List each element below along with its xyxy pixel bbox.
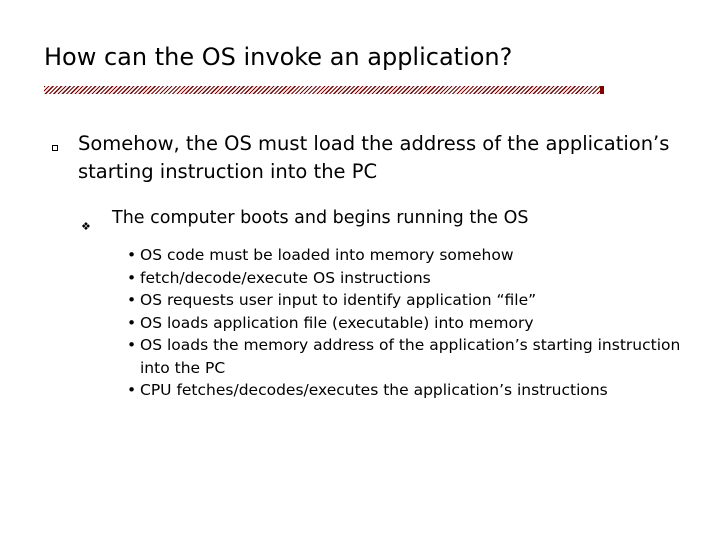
slide-title: How can the OS invoke an application?: [44, 43, 513, 71]
title-underline-end: [600, 86, 604, 94]
sub-point: The computer boots and begins running the OS: [112, 208, 529, 228]
list-item: • OS code must be loaded into memory somehow: [128, 244, 688, 267]
list-item: • OS loads application file (executable) into memory: [128, 312, 688, 335]
bullet-dot-icon: •: [127, 381, 137, 399]
bullet-dot-icon: •: [127, 268, 137, 287]
list-item: • fetch/decode/execute OS instructions: [128, 267, 688, 290]
list-item: • CPU fetches/decodes/executes the application’s instructions: [128, 379, 688, 402]
list-item: • OS requests user input to identify application “file”: [128, 289, 688, 312]
list-item: • OS loads the memory address of the application’s starting instruction into the PC: [127, 336, 681, 377]
square-bullet-icon: [52, 145, 58, 151]
title-underline: [44, 86, 602, 94]
diamond-bullet-icon: ❖: [81, 220, 91, 233]
bullet-dot-icon: •: [127, 313, 137, 332]
bullet-dot-icon: •: [127, 291, 137, 309]
bullet-dot-icon: •: [127, 246, 137, 264]
detail-list: [128, 244, 688, 402]
bullet-dot-icon: •: [127, 336, 137, 354]
main-point: Somehow, the OS must load the address of the application’s starting instruction into the PC: [78, 132, 670, 183]
